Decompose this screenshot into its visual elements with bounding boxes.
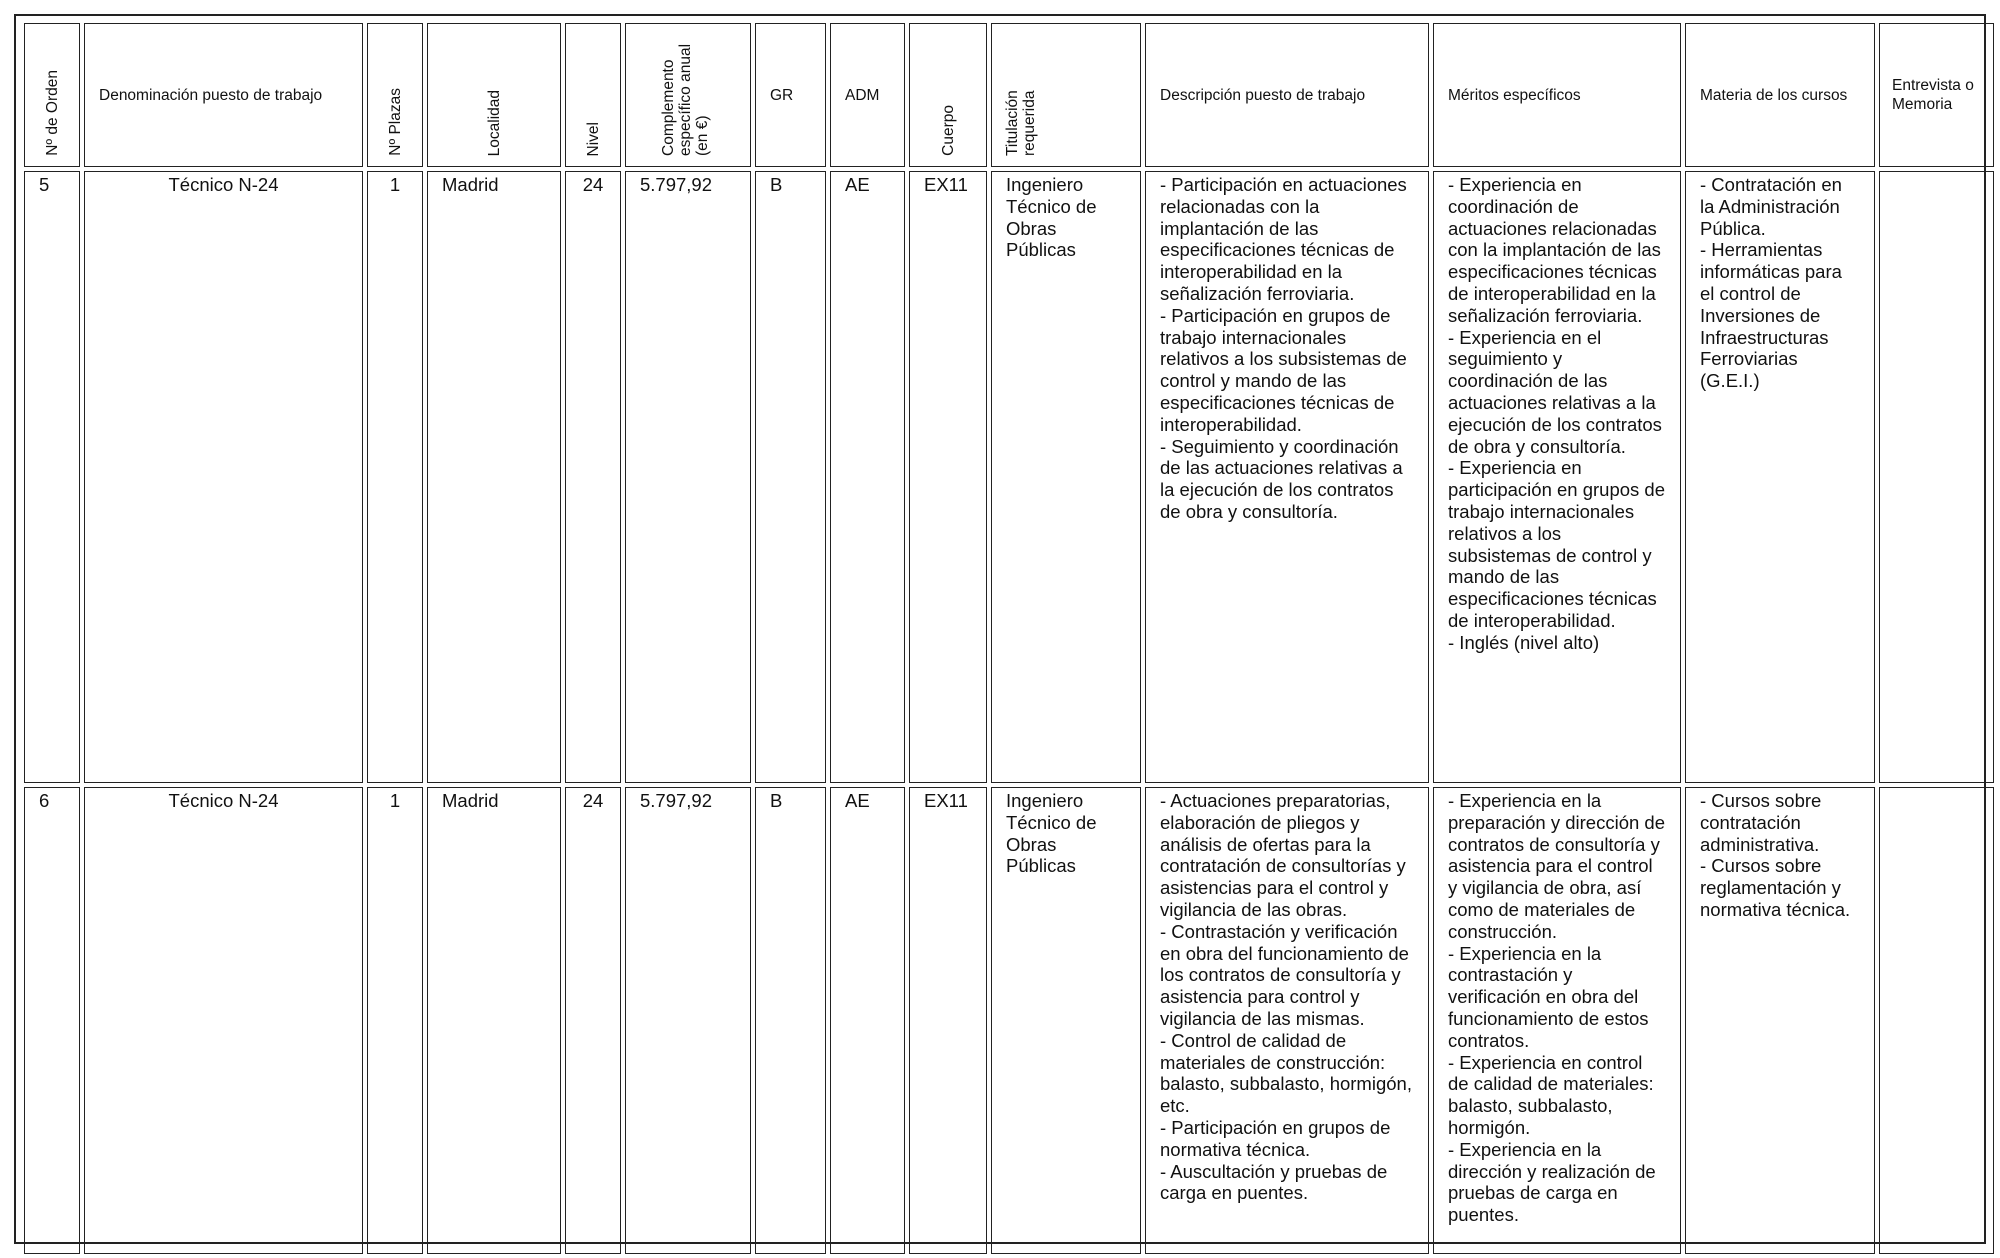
cell-nivel: 24 xyxy=(565,787,621,1254)
header-adm: ADM xyxy=(830,23,905,167)
table-row xyxy=(24,787,1994,1254)
cell-entrevista xyxy=(1879,171,1994,783)
cell-meritos: - Experiencia en coordinación de actuaciones relacionadas con la implantación de las especificaciones técnicas de interoperabilidad en la señalización ferroviaria. - Experiencia en el seguimiento y coordinación de las actuaciones relativas a la ejecución de los contratos de obra y consultoría. - Experiencia en participación en grupos de trabajo internacionales relativos a los subsistemas de control y mando de las especificaciones técnicas de interoperabilidad. - Inglés (nivel alto) xyxy=(1433,171,1681,783)
cell-adm: AE xyxy=(830,787,905,1254)
header-entrevista: Entrevista o Memoria xyxy=(1879,23,1994,167)
header-meritos: Méritos específicos xyxy=(1433,23,1681,167)
cell-entrevista xyxy=(1879,787,1994,1254)
cell-denominacion: Técnico N-24 xyxy=(84,787,363,1254)
cell-gr: B xyxy=(755,787,826,1254)
header-titulacion: Titulación requerida xyxy=(991,23,1141,167)
cell-plazas: 1 xyxy=(367,171,423,783)
cell-complemento: 5.797,92 xyxy=(625,787,751,1254)
table-row xyxy=(24,171,1994,783)
header-gr: GR xyxy=(755,23,826,167)
cell-gr: B xyxy=(755,171,826,783)
header-cuerpo: Cuerpo xyxy=(909,23,987,167)
cell-cuerpo: EX11 xyxy=(909,787,987,1254)
job-positions-table xyxy=(20,19,1998,1258)
cell-cuerpo: EX11 xyxy=(909,171,987,783)
header-localidad: Localidad xyxy=(427,23,561,167)
cell-descripcion: - Participación en actuaciones relacionadas con la implantación de las especificaciones técnicas de interoperabilidad en la señalización ferroviaria. - Participación en grupos de trabajo internacionales relativos a los subsistemas de control y mando de las especificaciones técnicas de interoperabilidad. - Seguimiento y coordinación de las actuaciones relativas a la ejecución de los contratos de obra y consultoría. xyxy=(1145,171,1429,783)
cell-titulacion: Ingeniero Técnico de Obras Públicas xyxy=(991,787,1141,1254)
header-plazas: Nº Plazas xyxy=(367,23,423,167)
cell-meritos: - Experiencia en la preparación y dirección de contratos de consultoría y asistencia para el control y vigilancia de obra, así como de materiales de construcción. - Experiencia en la contrastación y verificación en obra del funcionamiento de estos contratos. - Experiencia en control de calidad de materiales: balasto, subbalasto, hormigón. - Experiencia en la dirección y realización de pruebas de carga en puentes. xyxy=(1433,787,1681,1254)
cell-complemento: 5.797,92 xyxy=(625,171,751,783)
cell-materia: - Contratación en la Administración Pública. - Herramientas informáticas para el control de Inversiones de Infraestructuras Ferroviarias (G.E.I.) xyxy=(1685,171,1875,783)
cell-adm: AE xyxy=(830,171,905,783)
header-row xyxy=(24,23,1994,167)
cell-nivel: 24 xyxy=(565,171,621,783)
cell-orden: 5 xyxy=(24,171,80,783)
cell-materia: - Cursos sobre contratación administrativa. - Cursos sobre reglamentación y normativa técnica. xyxy=(1685,787,1875,1254)
cell-titulacion: Ingeniero Técnico de Obras Públicas xyxy=(991,171,1141,783)
header-materia: Materia de los cursos xyxy=(1685,23,1875,167)
cell-descripcion: - Actuaciones preparatorias, elaboración de pliegos y análisis de ofertas para la contratación de consultorías y asistencias para el control y vigilancia de las obras. - Contrastación y verificación en obra del funcionamiento de los contratos de consultoría y asistencia para control y vigilancia de las mismas. - Control de calidad de materiales de construcción: balasto, subbalasto, hormigón, etc. - Participación en grupos de normativa técnica. - Auscultación y pruebas de carga en puentes. xyxy=(1145,787,1429,1254)
header-orden: Nº de Orden xyxy=(24,23,80,167)
cell-plazas: 1 xyxy=(367,787,423,1254)
cell-localidad: Madrid xyxy=(427,787,561,1254)
header-descripcion: Descripción puesto de trabajo xyxy=(1145,23,1429,167)
cell-denominacion: Técnico N-24 xyxy=(84,171,363,783)
header-complemento: Complemento específico anual (en €) xyxy=(625,23,751,167)
header-nivel: Nivel xyxy=(565,23,621,167)
cell-orden: 6 xyxy=(24,787,80,1254)
header-denominacion: Denominación puesto de trabajo xyxy=(84,23,363,167)
cell-localidad: Madrid xyxy=(427,171,561,783)
